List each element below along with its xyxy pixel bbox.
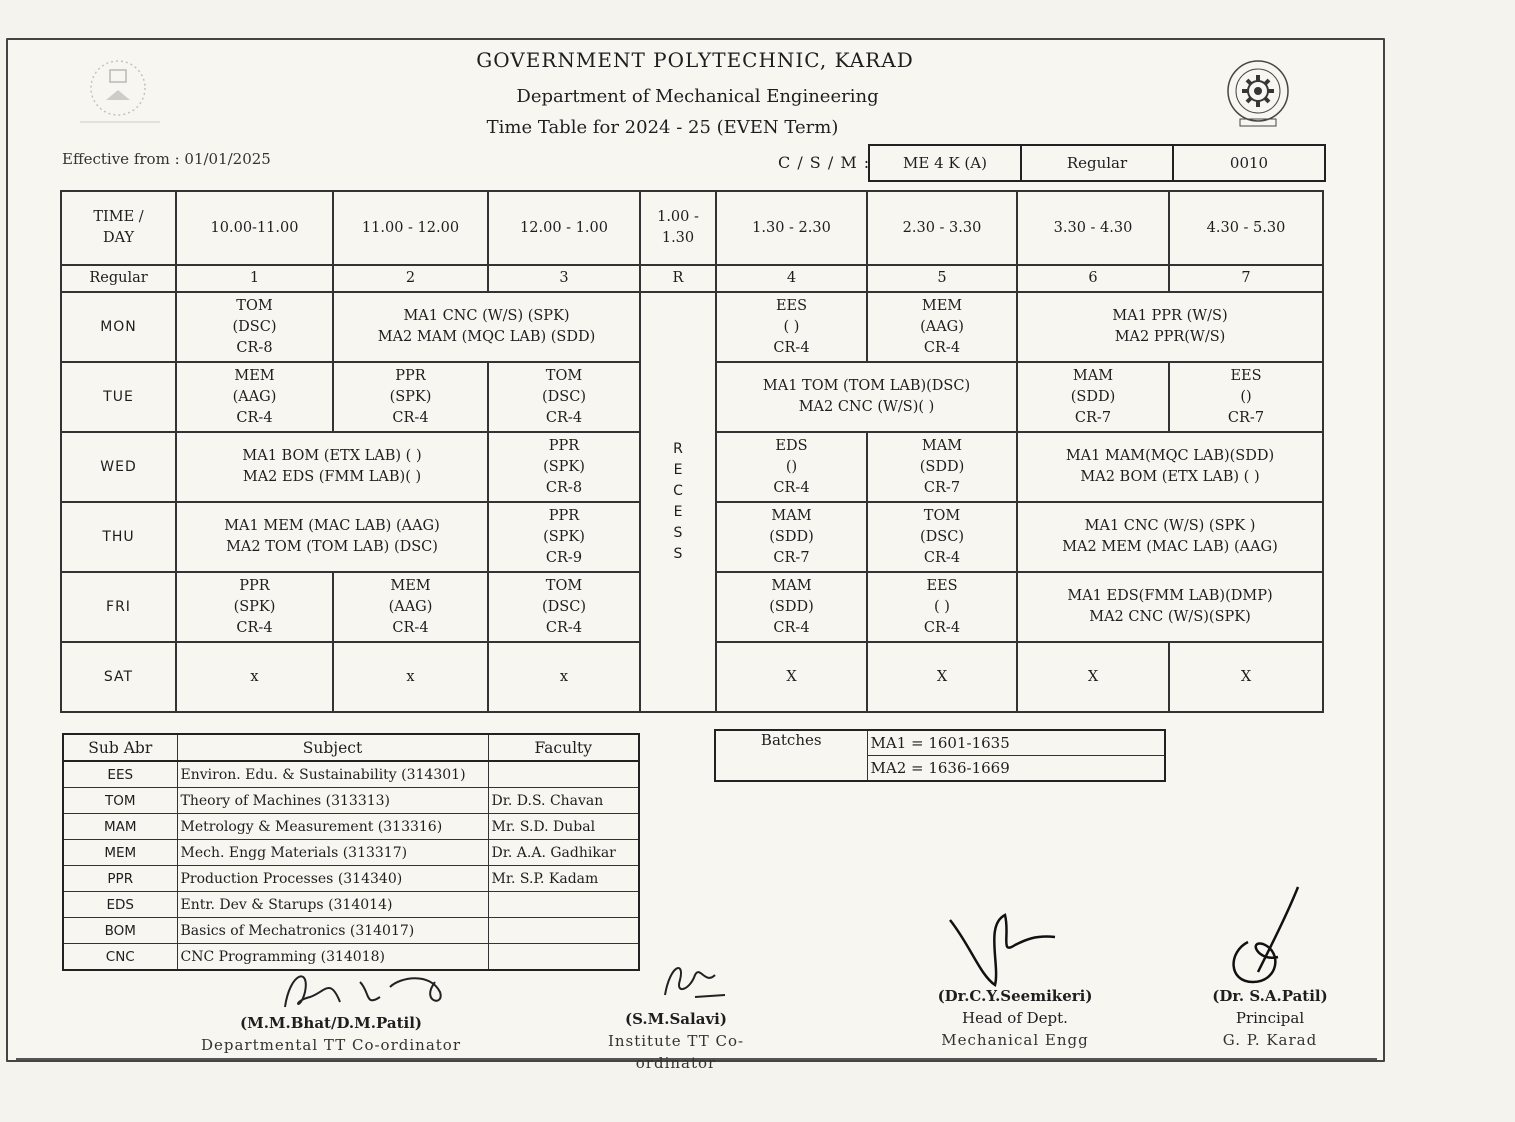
period-1: 1 [176,265,333,292]
sub-faculty: Dr. A.A. Gadhikar [488,840,639,866]
lecture-cell: EES ( ) CR-4 [716,292,867,362]
slot-2: 11.00 - 12.00 [333,191,488,265]
sub-name: Production Processes (314340) [177,866,488,892]
signatory-role: Departmental TT Co-ordinator [200,1036,461,1054]
class-code: ME 4 K (A) [870,146,1022,180]
table-row [63,814,639,840]
day-label: FRI [61,572,176,642]
signature-block-dept-coordinator [200,1012,462,1056]
signature-block-institute-coordinator [568,1008,784,1074]
lab-cell: MA1 BOM (ETX LAB) ( ) MA2 EDS (FMM LAB)( ) [176,432,488,502]
lecture-cell: TOM (DSC) CR-4 [867,502,1017,572]
sub-abr: PPR [63,866,177,892]
lecture-cell: PPR (SPK) CR-4 [176,572,333,642]
day-label: THU [61,502,176,572]
csm-label: C / S / M : [778,153,871,172]
signatory-name: (Dr.C.Y.Seemikeri) [937,987,1093,1005]
table-row [63,866,639,892]
slot-1: 10.00-11.00 [176,191,333,265]
table-row [63,918,639,944]
slot-5: 2.30 - 3.30 [867,191,1017,265]
empty-cell: X [1169,642,1323,712]
period-number-row [61,265,1323,292]
sub-abr: EDS [63,892,177,918]
lab-cell: MA1 MAM(MQC LAB)(SDD) MA2 BOM (ETX LAB) ( ) [1017,432,1323,502]
period-7: 7 [1169,265,1323,292]
lab-cell: MA1 PPR (W/S) MA2 PPR(W/S) [1017,292,1323,362]
subject-header-row [63,734,639,761]
lecture-cell: MEM (AAG) CR-4 [867,292,1017,362]
lecture-cell: MAM (SDD) CR-7 [1017,362,1169,432]
day-label: SAT [61,642,176,712]
batch-row [715,730,1165,756]
class-meta-box [868,144,1326,182]
period-6: 6 [1017,265,1169,292]
lab-cell: MA1 CNC (W/S) (SPK) MA2 MAM (MQC LAB) (SDD) [333,292,640,362]
day-label: WED [61,432,176,502]
time-day-corner: TIME / DAY [61,191,176,265]
sub-name: Mech. Engg Materials (313317) [177,840,488,866]
day-label: MON [61,292,176,362]
time-header-row [61,191,1323,265]
sub-abr: TOM [63,788,177,814]
col-header-subject: Subject [177,734,488,761]
slot-recess: 1.00 - 1.30 [640,191,716,265]
sub-name: Environ. Edu. & Sustainability (314301) [177,761,488,788]
lecture-cell: MAM (SDD) CR-4 [716,572,867,642]
sub-faculty: Mr. S.P. Kadam [488,866,639,892]
effective-date: Effective from : 01/01/2025 [62,150,271,168]
batch-ma1: MA1 = 1601-1635 [867,730,1165,756]
lecture-cell: MEM (AAG) CR-4 [176,362,333,432]
signatory-role: G. P. Karad [1222,1031,1318,1049]
recess-column: R E C E S S [640,292,716,712]
sub-abr: CNC [63,944,177,971]
lecture-cell: TOM (DSC) CR-8 [176,292,333,362]
lab-cell: MA1 EDS(FMM LAB)(DMP) MA2 CNC (W/S)(SPK) [1017,572,1323,642]
regular-label: Regular [61,265,176,292]
institution-title: GOVERNMENT POLYTECHNIC, KARAD [476,48,914,72]
lecture-cell: MAM (SDD) CR-7 [867,432,1017,502]
table-row [63,761,639,788]
batches-table [714,729,1166,782]
lecture-cell: PPR (SPK) CR-8 [488,432,640,502]
signature-principal-icon [1218,882,1318,992]
batches-label: Batches [715,730,867,781]
empty-cell: X [716,642,867,712]
signatory-role: Principal [1235,1009,1305,1027]
sub-name: CNC Programming (314018) [177,944,488,971]
slot-4: 1.30 - 2.30 [716,191,867,265]
table-row [63,892,639,918]
sub-name: Metrology & Measurement (313316) [177,814,488,840]
sub-abr: MEM [63,840,177,866]
lecture-cell: EES ( ) CR-4 [867,572,1017,642]
lab-cell: MA1 TOM (TOM LAB)(DSC) MA2 CNC (W/S)( ) [716,362,1017,432]
lecture-cell: PPR (SPK) CR-4 [333,362,488,432]
empty-cell: x [176,642,333,712]
lecture-cell: MEM (AAG) CR-4 [333,572,488,642]
signatory-name: (S.M.Salavi) [625,1010,727,1028]
period-4: 4 [716,265,867,292]
sub-abr: EES [63,761,177,788]
lecture-cell: EDS () CR-4 [716,432,867,502]
signatory-name: (M.M.Bhat/D.M.Patil) [240,1014,422,1032]
sub-name: Theory of Machines (313313) [177,788,488,814]
sub-abr: BOM [63,918,177,944]
sub-faculty: Dr. D.S. Chavan [488,788,639,814]
lab-cell: MA1 MEM (MAC LAB) (AAG) MA2 TOM (TOM LAB) (DSC) [176,502,488,572]
sub-abr: MAM [63,814,177,840]
lecture-cell: PPR (SPK) CR-9 [488,502,640,572]
lecture-cell: MAM (SDD) CR-7 [716,502,867,572]
lecture-cell: EES () CR-7 [1169,362,1323,432]
col-header-abr: Sub Abr [63,734,177,761]
signatory-name: (Dr. S.A.Patil) [1212,987,1328,1005]
signature-hod-icon [940,905,1060,995]
sub-name: Entr. Dev & Starups (314014) [177,892,488,918]
empty-cell: X [1017,642,1169,712]
class-mode: Regular [1022,146,1174,180]
table-row [63,840,639,866]
empty-cell: x [488,642,640,712]
signature-block-hod [930,985,1100,1051]
signatory-role: Mechanical Engg [941,1031,1089,1049]
lecture-cell: TOM (DSC) CR-4 [488,572,640,642]
day-label: TUE [61,362,176,432]
day-row-mon [61,292,1323,362]
department-title: Department of Mechanical Engineering [516,86,879,107]
period-5: 5 [867,265,1017,292]
slot-6: 3.30 - 4.30 [1017,191,1169,265]
class-number: 0010 [1229,154,1269,172]
period-2: 2 [333,265,488,292]
sub-faculty [488,892,639,918]
signature-institute-coordinator-icon [655,955,735,1005]
signatory-role: Institute TT Co-ordinator [607,1032,745,1072]
empty-cell: x [333,642,488,712]
lab-cell: MA1 CNC (W/S) (SPK ) MA2 MEM (MAC LAB) (AAG) [1017,502,1323,572]
empty-cell: X [867,642,1017,712]
timetable-grid [60,190,1324,713]
sub-faculty [488,761,639,788]
slot-7: 4.30 - 5.30 [1169,191,1323,265]
period-recess: R [640,265,716,292]
batch-ma2: MA2 = 1636-1669 [867,756,1165,782]
sub-faculty [488,944,639,971]
table-row [63,788,639,814]
sub-name: Basics of Mechatronics (314017) [177,918,488,944]
subject-table [62,733,640,971]
signature-block-principal [1200,985,1340,1051]
slot-3: 12.00 - 1.00 [488,191,640,265]
sub-faculty: Mr. S.D. Dubal [488,814,639,840]
col-header-faculty: Faculty [488,734,639,761]
signatory-role: Head of Dept. [962,1009,1068,1027]
term-title: Time Table for 2024 - 25 (EVEN Term) [486,117,839,138]
period-3: 3 [488,265,640,292]
sub-faculty [488,918,639,944]
lecture-cell: TOM (DSC) CR-4 [488,362,640,432]
